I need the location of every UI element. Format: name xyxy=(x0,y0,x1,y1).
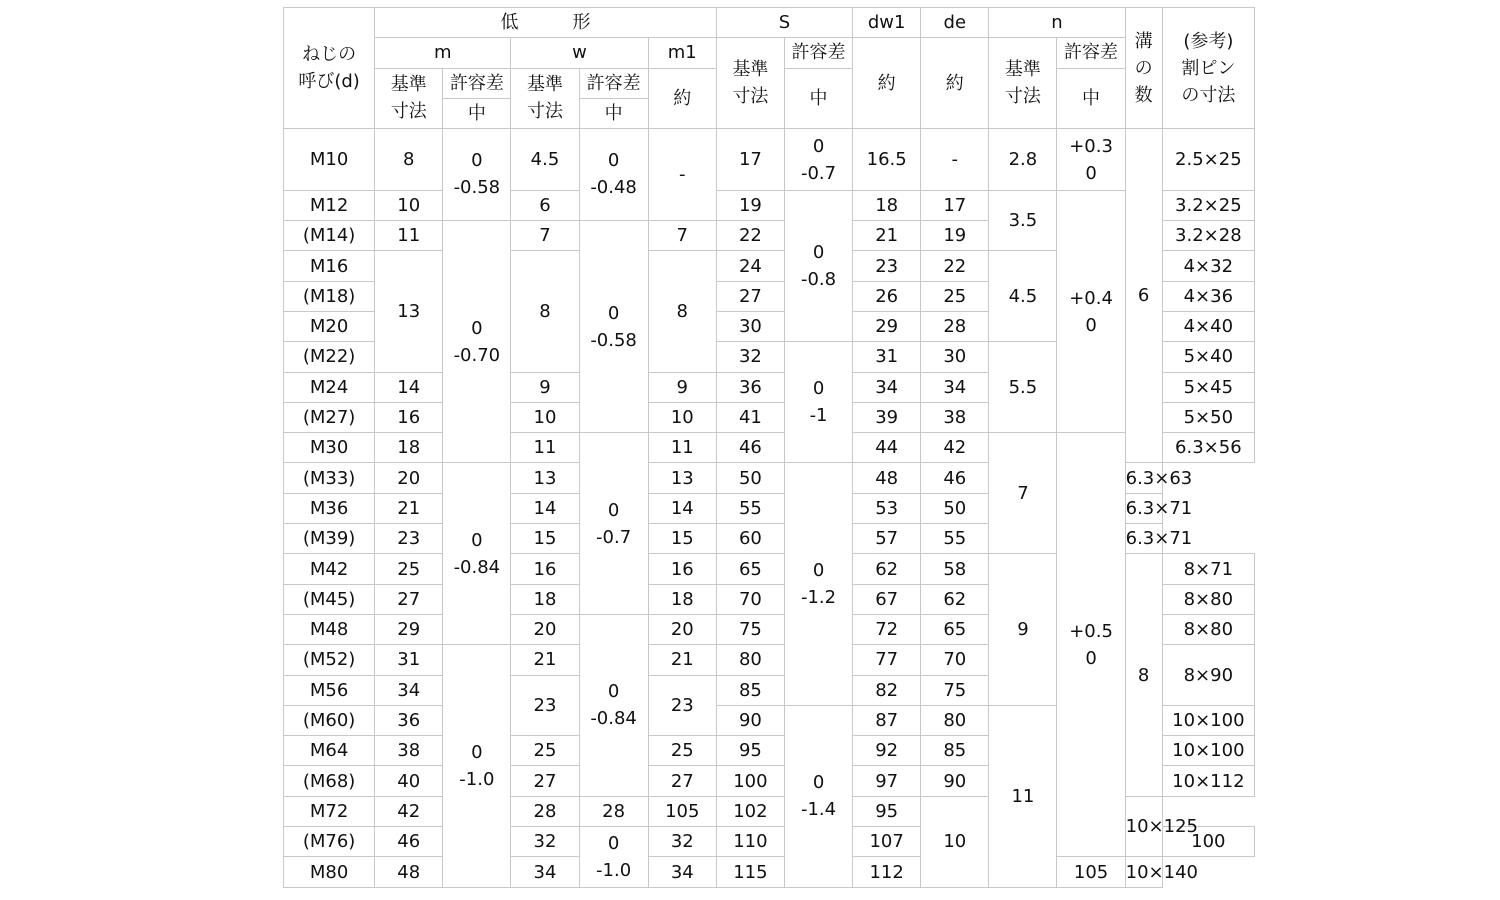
cell-w-tol: 0 -0.7 xyxy=(579,433,648,615)
cell-w: 32 xyxy=(511,827,579,857)
cell-n: 9 xyxy=(989,554,1057,705)
cell-w: 16 xyxy=(511,554,579,584)
header-n: n xyxy=(989,8,1125,38)
cell-de: 62 xyxy=(921,584,989,614)
cell-s: 90 xyxy=(716,705,784,735)
cell-s: 75 xyxy=(716,614,784,644)
cell-d: (M45) xyxy=(284,584,375,614)
cell-pin: 6.3×71 xyxy=(1125,493,1162,523)
cell-m: 16 xyxy=(375,402,443,432)
cell-s-tol: 0 -0.7 xyxy=(784,129,852,191)
cell-m1: 25 xyxy=(648,736,716,766)
cell-m: 27 xyxy=(375,584,443,614)
cell-pin: 10×112 xyxy=(1162,766,1254,796)
header-m1: m1 xyxy=(648,38,716,68)
header-w-middle: 中 xyxy=(579,98,648,128)
cell-m: 23 xyxy=(375,524,443,554)
cell-pin: 4×40 xyxy=(1162,312,1254,342)
cell-s: 30 xyxy=(716,312,784,342)
cell-de: - xyxy=(921,129,989,191)
cell-s: 19 xyxy=(716,190,784,220)
cell-dw1: 48 xyxy=(853,463,921,493)
cell-d: (M60) xyxy=(284,705,375,735)
cell-m: 34 xyxy=(375,675,443,705)
cell-n: 11 xyxy=(989,705,1057,887)
cell-m1: 15 xyxy=(648,524,716,554)
cell-m1: 28 xyxy=(579,796,648,826)
cell-d: (M14) xyxy=(284,221,375,251)
cell-w: 7 xyxy=(511,221,579,251)
cell-pin: 3.2×25 xyxy=(1162,190,1254,220)
cell-m-tol: 0 -0.84 xyxy=(443,463,511,645)
cell-s: 85 xyxy=(716,675,784,705)
cell-m1: 18 xyxy=(648,584,716,614)
cell-s: 22 xyxy=(716,221,784,251)
cell-m-tol: 0 -0.70 xyxy=(443,221,511,463)
header-w-basic: 基準 寸法 xyxy=(511,68,579,129)
cell-m1: 13 xyxy=(648,463,716,493)
cell-m1: 8 xyxy=(648,251,716,372)
cell-s: 100 xyxy=(716,766,784,796)
cell-pin: 5×50 xyxy=(1162,402,1254,432)
cell-slots: 10 xyxy=(921,796,989,887)
cell-s-tol: 0 -1.4 xyxy=(784,705,852,887)
header-s-basic: 基準 寸法 xyxy=(716,38,784,129)
header-slots: 溝 の 数 xyxy=(1125,8,1162,129)
cell-de: 42 xyxy=(921,433,989,463)
cell-d: M12 xyxy=(284,190,375,220)
cell-dw1: 92 xyxy=(853,736,921,766)
header-dw1-approx: 約 xyxy=(853,38,921,129)
cell-s: 55 xyxy=(716,493,784,523)
header-m-middle: 中 xyxy=(443,98,511,128)
cell-m: 48 xyxy=(375,857,443,888)
cell-dw1: 44 xyxy=(853,433,921,463)
cell-s: 110 xyxy=(716,827,784,857)
cell-pin: 10×100 xyxy=(1162,705,1254,735)
cell-d: M48 xyxy=(284,614,375,644)
cell-s: 46 xyxy=(716,433,784,463)
cell-pin: 6.3×56 xyxy=(1162,433,1254,463)
cell-de: 75 xyxy=(921,675,989,705)
cell-s: 27 xyxy=(716,281,784,311)
header-s: S xyxy=(716,8,852,38)
cell-de: 30 xyxy=(921,342,989,372)
cell-w: 11 xyxy=(511,433,579,463)
cell-d: (M76) xyxy=(284,827,375,857)
cell-dw1: 77 xyxy=(853,645,921,675)
cell-w: 4.5 xyxy=(511,129,579,191)
cell-de: 46 xyxy=(921,463,989,493)
cell-dw1: 102 xyxy=(716,796,784,826)
cell-pin: 5×45 xyxy=(1162,372,1254,402)
cell-d: M30 xyxy=(284,433,375,463)
cell-m1: 20 xyxy=(648,614,716,644)
header-thread: ねじの 呼び(d) xyxy=(284,8,375,129)
cell-w: 27 xyxy=(511,766,579,796)
cell-w: 18 xyxy=(511,584,579,614)
cell-n: 2.8 xyxy=(989,129,1057,191)
cell-m: 11 xyxy=(375,221,443,251)
cell-s: 50 xyxy=(716,463,784,493)
cell-w: 34 xyxy=(511,857,579,888)
cell-dw1: 62 xyxy=(853,554,921,584)
cell-s: 17 xyxy=(716,129,784,191)
header-w-tolerance: 許容差 xyxy=(579,68,648,98)
cell-de: 55 xyxy=(921,524,989,554)
cell-d: (M22) xyxy=(284,342,375,372)
cell-m: 25 xyxy=(375,554,443,584)
cell-m: 13 xyxy=(375,251,443,372)
header-m-basic: 基準 寸法 xyxy=(375,68,443,129)
cell-w: 10 xyxy=(511,402,579,432)
cell-dw1: 72 xyxy=(853,614,921,644)
cell-dw1: 18 xyxy=(853,190,921,220)
cell-m: 8 xyxy=(375,129,443,191)
cell-m1: 16 xyxy=(648,554,716,584)
cell-de: 25 xyxy=(921,281,989,311)
cell-pin: 4×32 xyxy=(1162,251,1254,281)
cell-s: 80 xyxy=(716,645,784,675)
cell-de: 70 xyxy=(921,645,989,675)
cell-w: 9 xyxy=(511,372,579,402)
cell-dw1: 16.5 xyxy=(853,129,921,191)
header-n-tolerance: 許容差 xyxy=(1057,38,1125,68)
header-de-approx: 約 xyxy=(921,38,989,129)
cell-w-tol: 0 -1.0 xyxy=(579,827,648,888)
cell-d: (M18) xyxy=(284,281,375,311)
cell-m: 20 xyxy=(375,463,443,493)
cell-m: 38 xyxy=(375,736,443,766)
cell-s: 32 xyxy=(716,342,784,372)
cell-dw1: 57 xyxy=(853,524,921,554)
cell-w-tol: 0 -0.48 xyxy=(579,129,648,221)
cell-de: 34 xyxy=(921,372,989,402)
cell-s-tol: 0 -1.2 xyxy=(784,463,852,705)
cell-pin: 3.2×28 xyxy=(1162,221,1254,251)
cell-w: 28 xyxy=(511,796,579,826)
cell-m: 40 xyxy=(375,766,443,796)
cell-de: 95 xyxy=(853,796,921,826)
cell-m1: 27 xyxy=(648,766,716,796)
cell-n-tol: +0.5 0 xyxy=(1057,433,1125,857)
cell-w: 14 xyxy=(511,493,579,523)
cell-d: (M33) xyxy=(284,463,375,493)
cell-w: 6 xyxy=(511,190,579,220)
cell-de: 50 xyxy=(921,493,989,523)
cell-dw1: 53 xyxy=(853,493,921,523)
cell-pin: 10×125 xyxy=(1125,796,1162,857)
cell-dw1: 87 xyxy=(853,705,921,735)
header-de: de xyxy=(921,8,989,38)
cell-n-tol: +0.3 0 xyxy=(1057,129,1125,191)
cell-de: 105 xyxy=(1057,857,1125,888)
cell-d: M36 xyxy=(284,493,375,523)
cell-dw1: 107 xyxy=(853,827,921,857)
cell-d: M24 xyxy=(284,372,375,402)
cell-de: 58 xyxy=(921,554,989,584)
cell-m: 18 xyxy=(375,433,443,463)
cell-m: 42 xyxy=(375,796,443,826)
cell-w: 21 xyxy=(511,645,579,675)
cell-pin: 4×36 xyxy=(1162,281,1254,311)
cell-slots: 6 xyxy=(1125,129,1162,463)
cell-dw1: 29 xyxy=(853,312,921,342)
header-s-middle: 中 xyxy=(784,68,852,129)
cell-d: M72 xyxy=(284,796,375,826)
cell-m: 29 xyxy=(375,614,443,644)
header-m-tolerance: 許容差 xyxy=(443,68,511,98)
cell-m-tol: 0 -0.58 xyxy=(443,129,511,221)
cell-de: 28 xyxy=(921,312,989,342)
cell-w: 23 xyxy=(511,675,579,736)
cell-d: M80 xyxy=(284,857,375,888)
cell-pin: 6.3×63 xyxy=(1125,463,1162,493)
cell-m: 46 xyxy=(375,827,443,857)
cell-s: 95 xyxy=(716,736,784,766)
header-dw1: dw1 xyxy=(853,8,921,38)
header-w: w xyxy=(511,38,648,68)
cell-w-tol: 0 -0.84 xyxy=(579,614,648,796)
cell-de: 17 xyxy=(921,190,989,220)
cell-dw1: 82 xyxy=(853,675,921,705)
cell-s: 36 xyxy=(716,372,784,402)
cell-dw1: 97 xyxy=(853,766,921,796)
cell-d: M20 xyxy=(284,312,375,342)
cell-pin: 10×140 xyxy=(1125,857,1162,888)
cell-w: 15 xyxy=(511,524,579,554)
cell-m1: 7 xyxy=(648,221,716,251)
cell-w-tol: 0 -0.58 xyxy=(579,221,648,433)
cell-s: 115 xyxy=(716,857,784,888)
cell-pin: 5×40 xyxy=(1162,342,1254,372)
cell-dw1: 21 xyxy=(853,221,921,251)
header-pin: (参考) 割ピン の寸法 xyxy=(1162,8,1254,129)
cell-s: 41 xyxy=(716,402,784,432)
cell-de: 38 xyxy=(921,402,989,432)
cell-m1: 10 xyxy=(648,402,716,432)
cell-de: 80 xyxy=(921,705,989,735)
cell-w: 25 xyxy=(511,736,579,766)
cell-n: 3.5 xyxy=(989,190,1057,251)
cell-d: (M52) xyxy=(284,645,375,675)
cell-s: 60 xyxy=(716,524,784,554)
cell-d: (M39) xyxy=(284,524,375,554)
cell-d: M16 xyxy=(284,251,375,281)
cell-d: M10 xyxy=(284,129,375,191)
cell-d: (M68) xyxy=(284,766,375,796)
cell-s: 70 xyxy=(716,584,784,614)
cell-m1: 32 xyxy=(648,827,716,857)
cell-dw1: 34 xyxy=(853,372,921,402)
cell-pin: 8×80 xyxy=(1162,614,1254,644)
cell-dw1: 67 xyxy=(853,584,921,614)
cell-w: 13 xyxy=(511,463,579,493)
header-low-profile: 低 形 xyxy=(375,8,717,38)
header-n-middle: 中 xyxy=(1057,68,1125,129)
cell-n: 5.5 xyxy=(989,342,1057,433)
cell-n-tol: +0.4 0 xyxy=(1057,190,1125,432)
cell-pin: 6.3×71 xyxy=(1125,524,1162,554)
header-n-basic: 基準 寸法 xyxy=(989,38,1057,129)
cell-dw1: 112 xyxy=(853,857,921,888)
cell-pin: 8×90 xyxy=(1162,645,1254,706)
cell-de: 22 xyxy=(921,251,989,281)
cell-s-tol: 0 -1 xyxy=(784,342,852,463)
cell-dw1: 31 xyxy=(853,342,921,372)
header-m1-approx: 約 xyxy=(648,68,716,129)
cell-s: 24 xyxy=(716,251,784,281)
cell-dw1: 26 xyxy=(853,281,921,311)
cell-d: M42 xyxy=(284,554,375,584)
cell-de: 65 xyxy=(921,614,989,644)
cell-w: 20 xyxy=(511,614,579,644)
cell-m1: - xyxy=(648,129,716,221)
cell-n: 7 xyxy=(989,433,1057,554)
cell-s: 65 xyxy=(716,554,784,584)
cell-de: 90 xyxy=(921,766,989,796)
cell-de: 85 xyxy=(921,736,989,766)
cell-m1: 23 xyxy=(648,675,716,736)
cell-w: 8 xyxy=(511,251,579,372)
cell-pin: 8×71 xyxy=(1162,554,1254,584)
cell-m: 31 xyxy=(375,645,443,675)
cell-m: 36 xyxy=(375,705,443,735)
header-s-tolerance: 許容差 xyxy=(784,38,852,68)
cell-n: 4.5 xyxy=(989,251,1057,342)
cell-m: 14 xyxy=(375,372,443,402)
cell-de: 19 xyxy=(921,221,989,251)
nut-dimension-table xyxy=(283,7,1255,888)
cell-d: (M27) xyxy=(284,402,375,432)
cell-pin: 8×80 xyxy=(1162,584,1254,614)
cell-m1: 14 xyxy=(648,493,716,523)
cell-d: M56 xyxy=(284,675,375,705)
cell-pin: 2.5×25 xyxy=(1162,129,1254,191)
header-m: m xyxy=(375,38,511,68)
cell-slots: 8 xyxy=(1125,554,1162,796)
cell-dw1: 39 xyxy=(853,402,921,432)
cell-m-tol: 0 -1.0 xyxy=(443,645,511,888)
cell-dw1: 23 xyxy=(853,251,921,281)
cell-m1: 21 xyxy=(648,645,716,675)
cell-de: 100 xyxy=(1162,827,1254,857)
cell-d: M64 xyxy=(284,736,375,766)
cell-pin: 10×100 xyxy=(1162,736,1254,766)
cell-m: 21 xyxy=(375,493,443,523)
cell-m1: 34 xyxy=(648,857,716,888)
cell-m: 10 xyxy=(375,190,443,220)
cell-s: 105 xyxy=(648,796,716,826)
cell-m1: 11 xyxy=(648,433,716,463)
cell-m1: 9 xyxy=(648,372,716,402)
cell-s-tol: 0 -0.8 xyxy=(784,190,852,341)
